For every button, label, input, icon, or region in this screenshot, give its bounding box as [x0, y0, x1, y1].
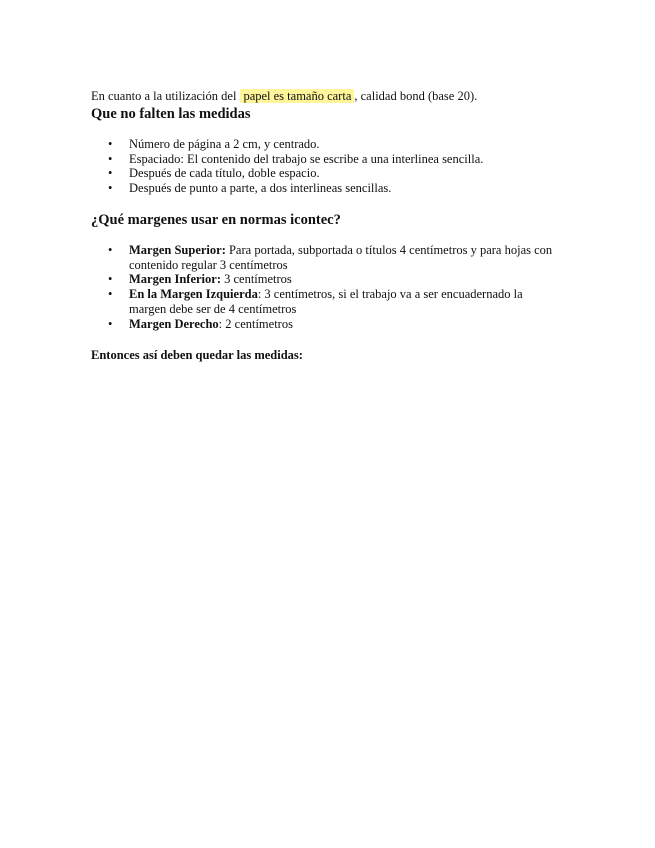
list-item: [91, 137, 561, 152]
list-item: [91, 287, 561, 316]
list-item-text: Después de cada título, doble espacio.: [129, 166, 320, 181]
margin-description: : 2 centímetros: [218, 316, 293, 331]
list-item: [91, 166, 561, 181]
bullet-icon: •: [108, 316, 113, 331]
heading-medidas: Que no falten las medidas: [91, 106, 251, 122]
list-item: [91, 181, 561, 196]
margin-term: Margen Superior:: [129, 243, 226, 257]
bullet-icon: •: [108, 151, 113, 166]
list-item: [91, 243, 561, 272]
list-item: [91, 272, 561, 287]
bullet-icon: •: [108, 287, 113, 302]
margin-term: Margen Inferior:: [129, 272, 221, 287]
margin-description: Para portada, subportada o títulos 4 centímetros y para hojas con contenido regular 3 centímetros: [129, 243, 553, 272]
list-item: [91, 317, 561, 332]
list-item-text: Espaciado: El contenido del trabajo se escribe a una interlinea sencilla.: [129, 151, 484, 166]
margin-term: En la Margen Izquierda: [129, 287, 258, 302]
intro-text-before: En cuanto a la utilización del: [91, 88, 237, 103]
bullet-icon: •: [108, 137, 113, 151]
bullet-icon: •: [108, 272, 113, 287]
list-margenes: [91, 243, 561, 331]
intro-paragraph: [91, 88, 477, 104]
list-item-text: Número de página a 2 cm, y centrado.: [129, 137, 320, 151]
margin-description: : 3 centímetros, si el trabajo va a ser encuadernado la margen debe ser de 4 centímetros: [129, 287, 523, 316]
bullet-icon: •: [108, 243, 113, 257]
bullet-icon: •: [108, 181, 113, 196]
heading-margenes: ¿Qué margenes usar en normas icontec?: [91, 212, 341, 228]
margin-term: Margen Derecho: [129, 316, 219, 331]
list-item-text: Después de punto a parte, a dos interlineas sencillas.: [129, 181, 392, 196]
list-item: [91, 152, 561, 167]
list-medidas: [91, 137, 561, 196]
intro-text-after: , calidad bond (base 20).: [354, 88, 478, 103]
highlighted-text: papel es tamaño carta: [240, 89, 354, 103]
closing-statement: Entonces así deben quedar las medidas:: [91, 348, 303, 362]
margin-description: 3 centímetros: [220, 272, 292, 287]
bullet-icon: •: [108, 166, 113, 181]
